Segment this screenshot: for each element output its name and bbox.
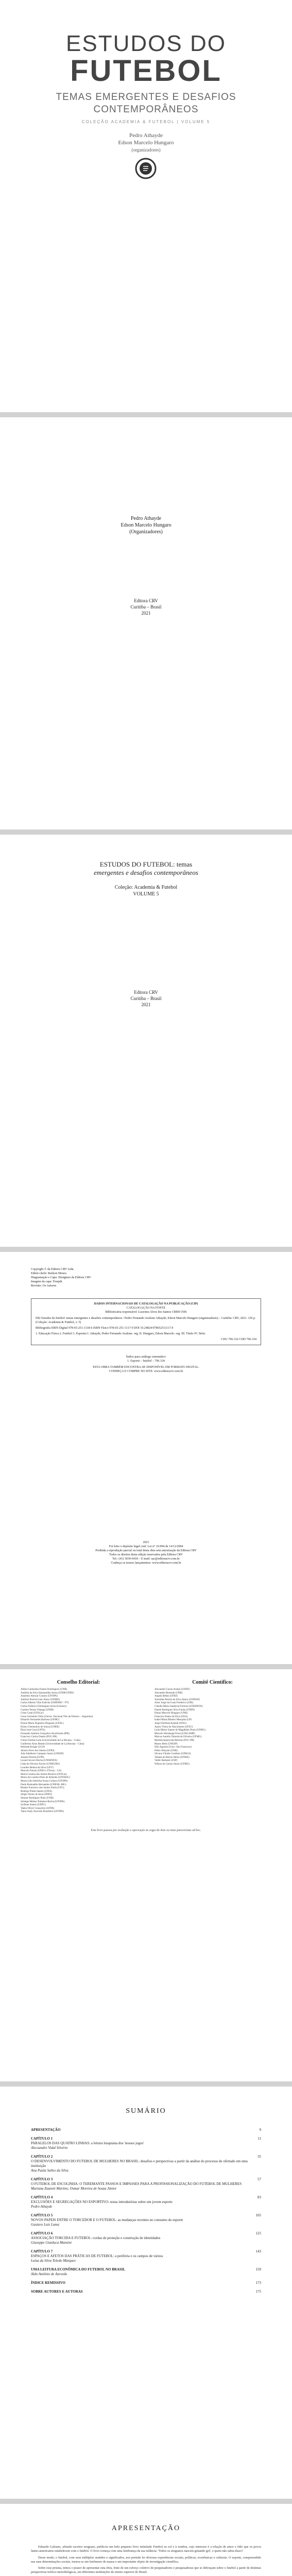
cover-page xyxy=(0,0,292,412)
committee-member: Valdir Barbanti (USP) xyxy=(154,1759,178,1762)
committee-member: Juarez Vieira do Nascimento (UFSC) xyxy=(154,1725,193,1728)
summary-entry-authors: Mariana Zuaneti Martins; Osmar Moreira de Souza Júnior xyxy=(31,2187,117,2191)
half-title-authors xyxy=(0,515,292,535)
summary-entry-page: 173 xyxy=(255,2281,261,2285)
title-page-year: 2021 xyxy=(141,1002,151,1007)
editorial-council xyxy=(21,1680,136,1814)
council-member: Fernando Antônio Gonçalves Alcoforado (IPB) xyxy=(21,1732,70,1735)
council-member: Josania Portela (UFPI) xyxy=(21,1756,44,1759)
summary-entry-page: 125 xyxy=(255,2231,261,2235)
paragraph: Eduardo Galeano, afinado escritor uruguaio, publicou um belo pequeno livro intitulado Futebol ao sol e à sombra, cujo interesse é a relação de amor e ódio que os povos latino-americanos estabelecem com o futebol. O livro começa com uma lembrança da sua infância: 'Todos os uruguaios nascem gritando gol', e quem não sabia disso? xyxy=(31,2545,261,2553)
copyright-line3: Diagramação e Capa: Designers da Editora CRV xyxy=(31,1276,91,1279)
contact-block xyxy=(0,1540,292,1565)
paragraph: Sobre esse prisma, temos o prazer de apresentar esta obra, fruto de um esforço coletivo de pesquisadores e pesquisadoras que se debruçam sobre o futebol a partir de distintas perspectivas teórico-metodológicas, em diferentes instituições de ensino superior do Brasil. xyxy=(31,2566,261,2574)
cover-subtitle-line2: CONTEMPORÂNEOS xyxy=(93,104,199,115)
council-member: Carlos Federico Dominguez Avila (Unieuro) xyxy=(21,1705,67,1708)
half-title-city: Curitiba – Brasil xyxy=(130,604,162,609)
publisher-logo-icon xyxy=(135,158,157,179)
council-member: Eduardo Fernandes Barbosa (UFMG) xyxy=(21,1719,60,1722)
catalog-subjects: 1. Educação Física 2. Futebol 3. Esportes I. Athayde, Pedro Fernando Avalone. org. II. Hungaro, Edson Marcelo. org. III. Título IV. Série. xyxy=(36,1332,206,1335)
title-page-collection: Coleção: Academia & Futebol xyxy=(114,885,178,890)
committee-member: Silvana Vilodre Goellner (UFRGS) xyxy=(154,1753,191,1756)
council-member: João Adalberto Campato Junior (UNESP) xyxy=(21,1753,64,1756)
summary-entry-page: 83 xyxy=(257,2195,261,2199)
summary-entry-row xyxy=(31,2213,261,2218)
title-page-publisher-block xyxy=(0,989,292,1008)
cover-authors xyxy=(0,132,292,154)
half-title-publisher-name: Editora CRV xyxy=(134,598,158,603)
copyright-line1: Copyright © da Editora CRV Ltda. xyxy=(31,1268,74,1271)
copyright-line4: Imagem da capa: Freepik xyxy=(31,1280,62,1283)
summary-entry-label: CAPÍTULO 4 xyxy=(31,2195,53,2199)
summary-entry xyxy=(31,2267,261,2277)
copyright-page xyxy=(0,1252,292,1664)
summary-entry xyxy=(31,2195,261,2209)
half-title-role: (Organizadores) xyxy=(129,529,163,535)
committee-member: Cláudia Maria Sandoval Ferreira (UNISINOS) xyxy=(154,1705,203,1708)
council-member: Cesar Gerónimo Tello (Univer. Nacional Três de Febrero – Argentina) xyxy=(21,1715,93,1718)
council-member: Gloria Fariñas León (Universidade de La Havana – Cuba) xyxy=(21,1739,81,1742)
summary-entry-label: CAPÍTULO 2 xyxy=(31,2155,53,2159)
copyright-line2: Editor-chefe: Railson Moura xyxy=(31,1272,66,1275)
contact-line6: Conheça os nossos lançamentos: www.editoracrv.com.br xyxy=(111,1562,181,1565)
copyright-credits xyxy=(31,1267,261,1288)
summary-entry xyxy=(31,2231,261,2245)
summary-entry-authors: Luísa da Silva Toledo Marques xyxy=(31,2259,76,2263)
committee-member: Isabel Maria Ribeiro Mesquita (UP) xyxy=(154,1719,192,1722)
summary-entry-desc: O FUTEBOL DE ESCOLINHA: O TEREMANTE PASSOS E IMPASSES PARA A PROFISSIONALIZAÇÃO DO FUTEBOL DE MULHERES xyxy=(31,2182,242,2186)
catalog-card xyxy=(31,1298,261,1345)
summary-entry-authors: Ana Paula Salles da Silva xyxy=(31,2168,68,2173)
summary-entry-label: CAPÍTULO 3 xyxy=(31,2177,53,2181)
council-member: Anselmo Alencar Colares (UFOPA) xyxy=(21,1695,58,1698)
cover-subtitle-line1: TEMAS EMERGENTES E DESAFIOS xyxy=(56,92,236,103)
contact-line5: Tel.: (41) 3039-6418 – E-mail: sac@editoracrv.com.br xyxy=(112,1557,180,1561)
scientific-committee-title: Comitê Científico: xyxy=(192,1680,233,1685)
cover-title-line1: ESTUDOS DO xyxy=(66,31,226,56)
council-member: Maria de Lourdes Pinto de Almeida (UNOESC) xyxy=(21,1776,71,1780)
committee-member: Arestides Pereira da Silva Júnior (UNIFAP) xyxy=(154,1698,200,1701)
summary-entry-label: CAPÍTULO 5 xyxy=(31,2213,53,2217)
half-title-publisher xyxy=(0,598,292,616)
summary-entry-page: 11 xyxy=(257,2137,261,2141)
summary-entry-row xyxy=(31,2177,261,2182)
summary-entry-label: UMA LEITURA ECONÔMICA DO FUTEBOL NO BRASIL xyxy=(31,2267,126,2272)
catalog-title: DADOS INTERNACIONAIS DE CATALOGAÇÃO NA PUBLICAÇÃO (CIP) xyxy=(94,1302,198,1306)
council-member: Antônio Pereira Gaio Júnior (UFRRJ) xyxy=(21,1698,60,1701)
council-member: Simone Rodrigues Pinto (UNB) xyxy=(21,1797,54,1800)
editorial-council-list xyxy=(21,1688,136,1814)
editorial-council-title: Conselho Editorial: xyxy=(57,1680,100,1685)
summary-entry-row xyxy=(31,2290,261,2294)
summary-entry-page: 143 xyxy=(255,2249,261,2253)
committee-member: Daniel Rodrigues Silva Farias (UFRN) xyxy=(154,1708,195,1711)
summary-entry-row xyxy=(31,2137,261,2141)
summary-entry-row xyxy=(31,2155,261,2159)
summary-entry-page: 105 xyxy=(255,2213,261,2217)
summary-entry-page: 35 xyxy=(257,2155,261,2159)
title-page-volume: VOLUME 5 xyxy=(133,891,159,897)
council-member: Helmuth Krüger (UCP) xyxy=(21,1746,45,1749)
summary-entry-desc: NOVOS PAPEIS ENTRE O TORCEDOR E O FUTEBOL: as mudanças recentes no consumo do esporte xyxy=(31,2218,183,2222)
council-member: Tadeu Oliver Gonçalves (UFPA) xyxy=(21,1807,55,1810)
peer-review-note: Este livro passou por avaliação e aprovação às cegas de dois ou mais pareceristas ad hoc. xyxy=(91,1829,201,1832)
contact-line2: Foi feito o depósito legal conf. Lei n° 10.994 de 14/12/2004 xyxy=(109,1545,183,1548)
summary-entry xyxy=(31,2290,261,2294)
council-member: Celso Conti (UFSCar) xyxy=(21,1712,44,1715)
title-page-city: Curitiba – Brasil xyxy=(130,996,162,1001)
presentation-page-1 xyxy=(0,2504,292,2576)
council-member: Maria Cristina dos Santos Bezerra (UFSCar) xyxy=(21,1773,67,1776)
contact-line1: 2021 xyxy=(143,1541,149,1544)
summary-entry-label: CAPÍTULO 1 xyxy=(31,2137,53,2141)
summary-entry-row xyxy=(31,2281,261,2285)
title-page-collection-block xyxy=(0,884,292,897)
summary-entry-row xyxy=(31,2128,261,2132)
council-member: Aldira Guimarães Duarte Domínguez (UNB) xyxy=(21,1688,67,1691)
committee-member: Tatiana de Barros Abreu (UFMA) xyxy=(154,1756,190,1759)
summary-entry xyxy=(31,2281,261,2285)
summary-entry xyxy=(31,2137,261,2150)
summary-entry xyxy=(31,2213,261,2227)
cover-author1: Pedro Athayde xyxy=(129,132,163,139)
title-page xyxy=(0,835,292,1247)
summary-title: SUMÁRIO xyxy=(126,2107,166,2115)
summary-entry-row xyxy=(31,2249,261,2254)
title-page-subtitle: emergentes e desafios contemporâneos xyxy=(94,869,198,876)
council-member: Élsio José Corá (UFFS) xyxy=(21,1729,45,1732)
summary-entry-label: CAPÍTULO 7 xyxy=(31,2249,53,2253)
summary-entry-label: SOBRE AUTORES E AUTORAS xyxy=(31,2290,83,2294)
presentation-title: APRESENTAÇÃO xyxy=(111,2524,181,2532)
summary-entry xyxy=(31,2177,261,2191)
digital-deposit: ESTA OBRA TAMBÉM ENCONTRA-SE DISPONÍVEL EM FORMATO DIGITAL. xyxy=(93,1366,199,1369)
committee-member: Jorge Dorfman Knijnik (WSU) xyxy=(154,1722,187,1725)
summary-entry-authors: Gustavo Luis Luma xyxy=(31,2223,59,2227)
council-member: Sérgio Nunes de Jesus (IFRO) xyxy=(21,1793,52,1797)
summary-entry-row xyxy=(31,2195,261,2200)
copyright-line5: Revisão: Os Autores xyxy=(31,1284,57,1287)
summary-entry-page: 57 xyxy=(257,2177,261,2181)
committee-member: Alexandre Rezende (UNB) xyxy=(154,1691,183,1694)
summary-entry-authors: Giuseppe Gianluca Mansini xyxy=(31,2241,72,2245)
catalog-index-title: Índice para catálogo sistemático xyxy=(126,1355,166,1359)
council-member: Tania Suely Azevedo Brasileiro (UFOPA) xyxy=(21,1810,64,1814)
summary-entry-authors: Aldo Antônio de Azevedo xyxy=(31,2272,67,2276)
council-member: Guillermo Arias Beatón (Universidade de La Havana – Cuba) xyxy=(21,1742,84,1745)
council-member: Renato Francisco dos Santos Paula (UFG) xyxy=(21,1787,64,1790)
scientific-committee xyxy=(154,1680,270,1767)
summary-entry-desc: O DESENVOLVIMENTO DO FUTEBOL DE MULHERES NO BRASIL: desafios e perspectivas a partir da análise do processo de ofertado em uma instituição xyxy=(31,2159,248,2168)
summary-entry-label: CAPÍTULO 6 xyxy=(31,2231,53,2235)
council-member: Leonel Severo Rocha (UNISINOS) xyxy=(21,1759,57,1762)
summary-entry-row xyxy=(31,2231,261,2236)
summary-entry xyxy=(31,2155,261,2173)
editorial-board-page xyxy=(0,1669,292,2081)
contact-line4: Todos os direitos desta edição reservados pela Editora CRV xyxy=(109,1553,183,1556)
council-member: Carmen Tereza Velanga (UNIR) xyxy=(21,1708,54,1711)
committee-member: Nilo Agostini (Univ. São Francisco) xyxy=(154,1746,192,1749)
committee-member: Marcus Aurelio Taborda de Oliveira (UFMG) xyxy=(154,1736,202,1739)
council-member: Rodrigo Pratte-Santos (UFES) xyxy=(21,1790,53,1793)
presentation-text-1 xyxy=(31,2545,261,2576)
committee-member: Pedro Athayde (UNB) xyxy=(154,1749,178,1752)
council-member: Carlos Alberto Vilar Estêvão (UMINHO – PT) xyxy=(21,1702,69,1705)
summary-entry-page: 9 xyxy=(259,2128,261,2132)
summary-entry xyxy=(31,2128,261,2132)
council-member: Jailson Alves dos Santos (UFRJ) xyxy=(21,1749,55,1752)
summary-entry-row xyxy=(31,2267,261,2272)
cover-title-line2: FUTEBOL xyxy=(70,54,222,88)
committee-member: Leila Mirtes Santos de Magalhães Pinto (UFMG) xyxy=(154,1729,205,1732)
catalog-cdd: CDU 796.332 CDD 796.334 xyxy=(221,1338,256,1341)
committee-member: Artur Jorge da Costa Frederico (UBI) xyxy=(154,1702,194,1705)
title-page-publisher: Editora CRV xyxy=(134,990,158,995)
council-member: Lídia de Oliveira Xavier (UNIEURO) xyxy=(21,1763,60,1766)
catalog-index xyxy=(31,1355,261,1374)
summary-entry-desc: PARALELOS DAS QUATRO LINHAS: a leitura lusquiana dos 'nossos jogos' xyxy=(31,2141,144,2145)
committee-member: Marilda Aparecida Behrens (PUC-PR) xyxy=(154,1739,195,1742)
cover-collection: COLEÇÃO ACADEMIA & FUTEBOL | VOLUME 5 xyxy=(81,120,211,124)
cover-author2: Edson Marcelo Hungaro xyxy=(118,140,174,146)
half-title-page xyxy=(0,417,292,829)
half-title-author1: Pedro Athayde xyxy=(130,516,162,521)
summary-entry-desc: ESPAÇOS E AFETOS DAS PRÁTICAS DE FUTEBOL: a periferia e os campos de várzea xyxy=(31,2254,163,2258)
catalog-isbn: Bibliografia ISBN Digital 978-65-251-1118-6 ISBN Físico 978-65-251-1117-9 DOI 10.24824/978652511117.9 xyxy=(36,1327,174,1330)
council-member: Sydione Santos (UEPG) xyxy=(21,1804,46,1807)
contact-line3: Proibida a reprodução parcial ou total desta obra sem autorização da Editora CRV xyxy=(95,1549,197,1552)
title-page-title: ESTUDOS DO FUTEBOL: temas xyxy=(99,860,193,868)
summary-entry-desc: ASSOCIAÇÃO TORCIDA E FUTEBOL: cordas de proteção e construção de identidades xyxy=(31,2236,161,2240)
council-member: Francisco Carlos Duarte (PUC-PR) xyxy=(21,1736,57,1739)
council-member: Marcelo Paixão (UFRJ e UTexas – US) xyxy=(21,1770,62,1773)
scientific-committee-list xyxy=(154,1688,270,1767)
paragraph: Desse modo, o futebol, com seus múltiplos sentidos e significados, nos permite ler diversas experiências sociais, políticas, econômicas e culturais. O esporte, compreendido nas suas determinações sociais, tornou-se um fenômeno de massa e um importante objeto de investigação científica. xyxy=(31,2555,261,2564)
committee-member: Alexandre Garcia Araújo (UFMT) xyxy=(154,1688,190,1691)
summary-entry-page: 175 xyxy=(255,2290,261,2294)
council-member: Lourdes Helena da Silva (UFV) xyxy=(21,1766,54,1769)
council-member: Paulo Romualdo Hernandes (UNIFAL-MG) xyxy=(21,1783,66,1786)
catalog-entry: E82 Estudos do futebol: temas emergentes e desafios contemporâneos / Pedro Fernando Avalone Athayde, Edson Marcelo Hungaro (organizadores) – Curitiba: CRV, 2021. 156 p. (Coleção: Academia & Futebol, v. 5) xyxy=(36,1317,256,1324)
committee-member: Mauro Betti (UNESP) xyxy=(154,1742,178,1745)
summary-entry-authors: Pedro Athayde xyxy=(31,2205,53,2209)
council-member: Andréia da Silva Quintanilha Sousa (UNIR/UFRN) xyxy=(21,1691,74,1694)
half-title-year: 2021 xyxy=(141,611,151,616)
summary-page xyxy=(0,2087,292,2499)
summary-entry-label: ÍNDICE REMISSIVO xyxy=(31,2281,65,2285)
committee-member: Marcelo Weishaupt Proni (UNICAMP) xyxy=(154,1732,195,1735)
digital-deposit-site: CONHEÇA E COMPRE NO SITE: www.editoracrv.com.br xyxy=(109,1370,183,1373)
summary-entry-page: 159 xyxy=(255,2267,261,2272)
catalog-subtitle: CATALOGAÇÃO NA FONTE xyxy=(126,1307,166,1310)
council-member: Maria Lília Imbiriba Sousa Colares (UFOPA) xyxy=(21,1780,68,1783)
council-member: Elione Maria Nogueira Diogenes (UFAL) xyxy=(21,1722,64,1725)
summary-entry-authors: Alecsandro Vidal Silvério xyxy=(31,2146,68,2150)
summary-entry-label: APRESENTAÇÃO xyxy=(31,2128,61,2132)
half-title-author2: Edson Marcelo Hungaro xyxy=(121,522,171,528)
committee-member: Francisco Paulo da Silva (UEA) xyxy=(154,1715,188,1718)
committee-member: Edson Marcelo Hungaro (UNB) xyxy=(154,1712,188,1715)
committee-member: Angela Brêtas (UFRJ) xyxy=(154,1695,178,1698)
summary-entry xyxy=(31,2249,261,2263)
catalog-librarian: Bibliotecária responsável: Luzenira Alves dos Santos CRB9/1506 xyxy=(105,1311,187,1314)
catalog-index-entry: 1. Esporte – futebol – 796.334 xyxy=(127,1360,165,1363)
council-member: Elizeu Clementino de Souza (UNEB) xyxy=(21,1725,59,1728)
cover-role: (organizadores) xyxy=(131,147,161,152)
council-member: Solange Helena Ximenes-Rocha (UFOPA) xyxy=(21,1800,65,1803)
summary-entry-desc: EXCLUSÕES E SEGREGAÇÕES NO ESPORTIVO: notas introdutórias sobre um jovem esporte xyxy=(31,2200,173,2204)
summary-list xyxy=(31,2128,261,2298)
committee-member: Wilson do Carmo Júnior (UFMG) xyxy=(154,1763,190,1766)
